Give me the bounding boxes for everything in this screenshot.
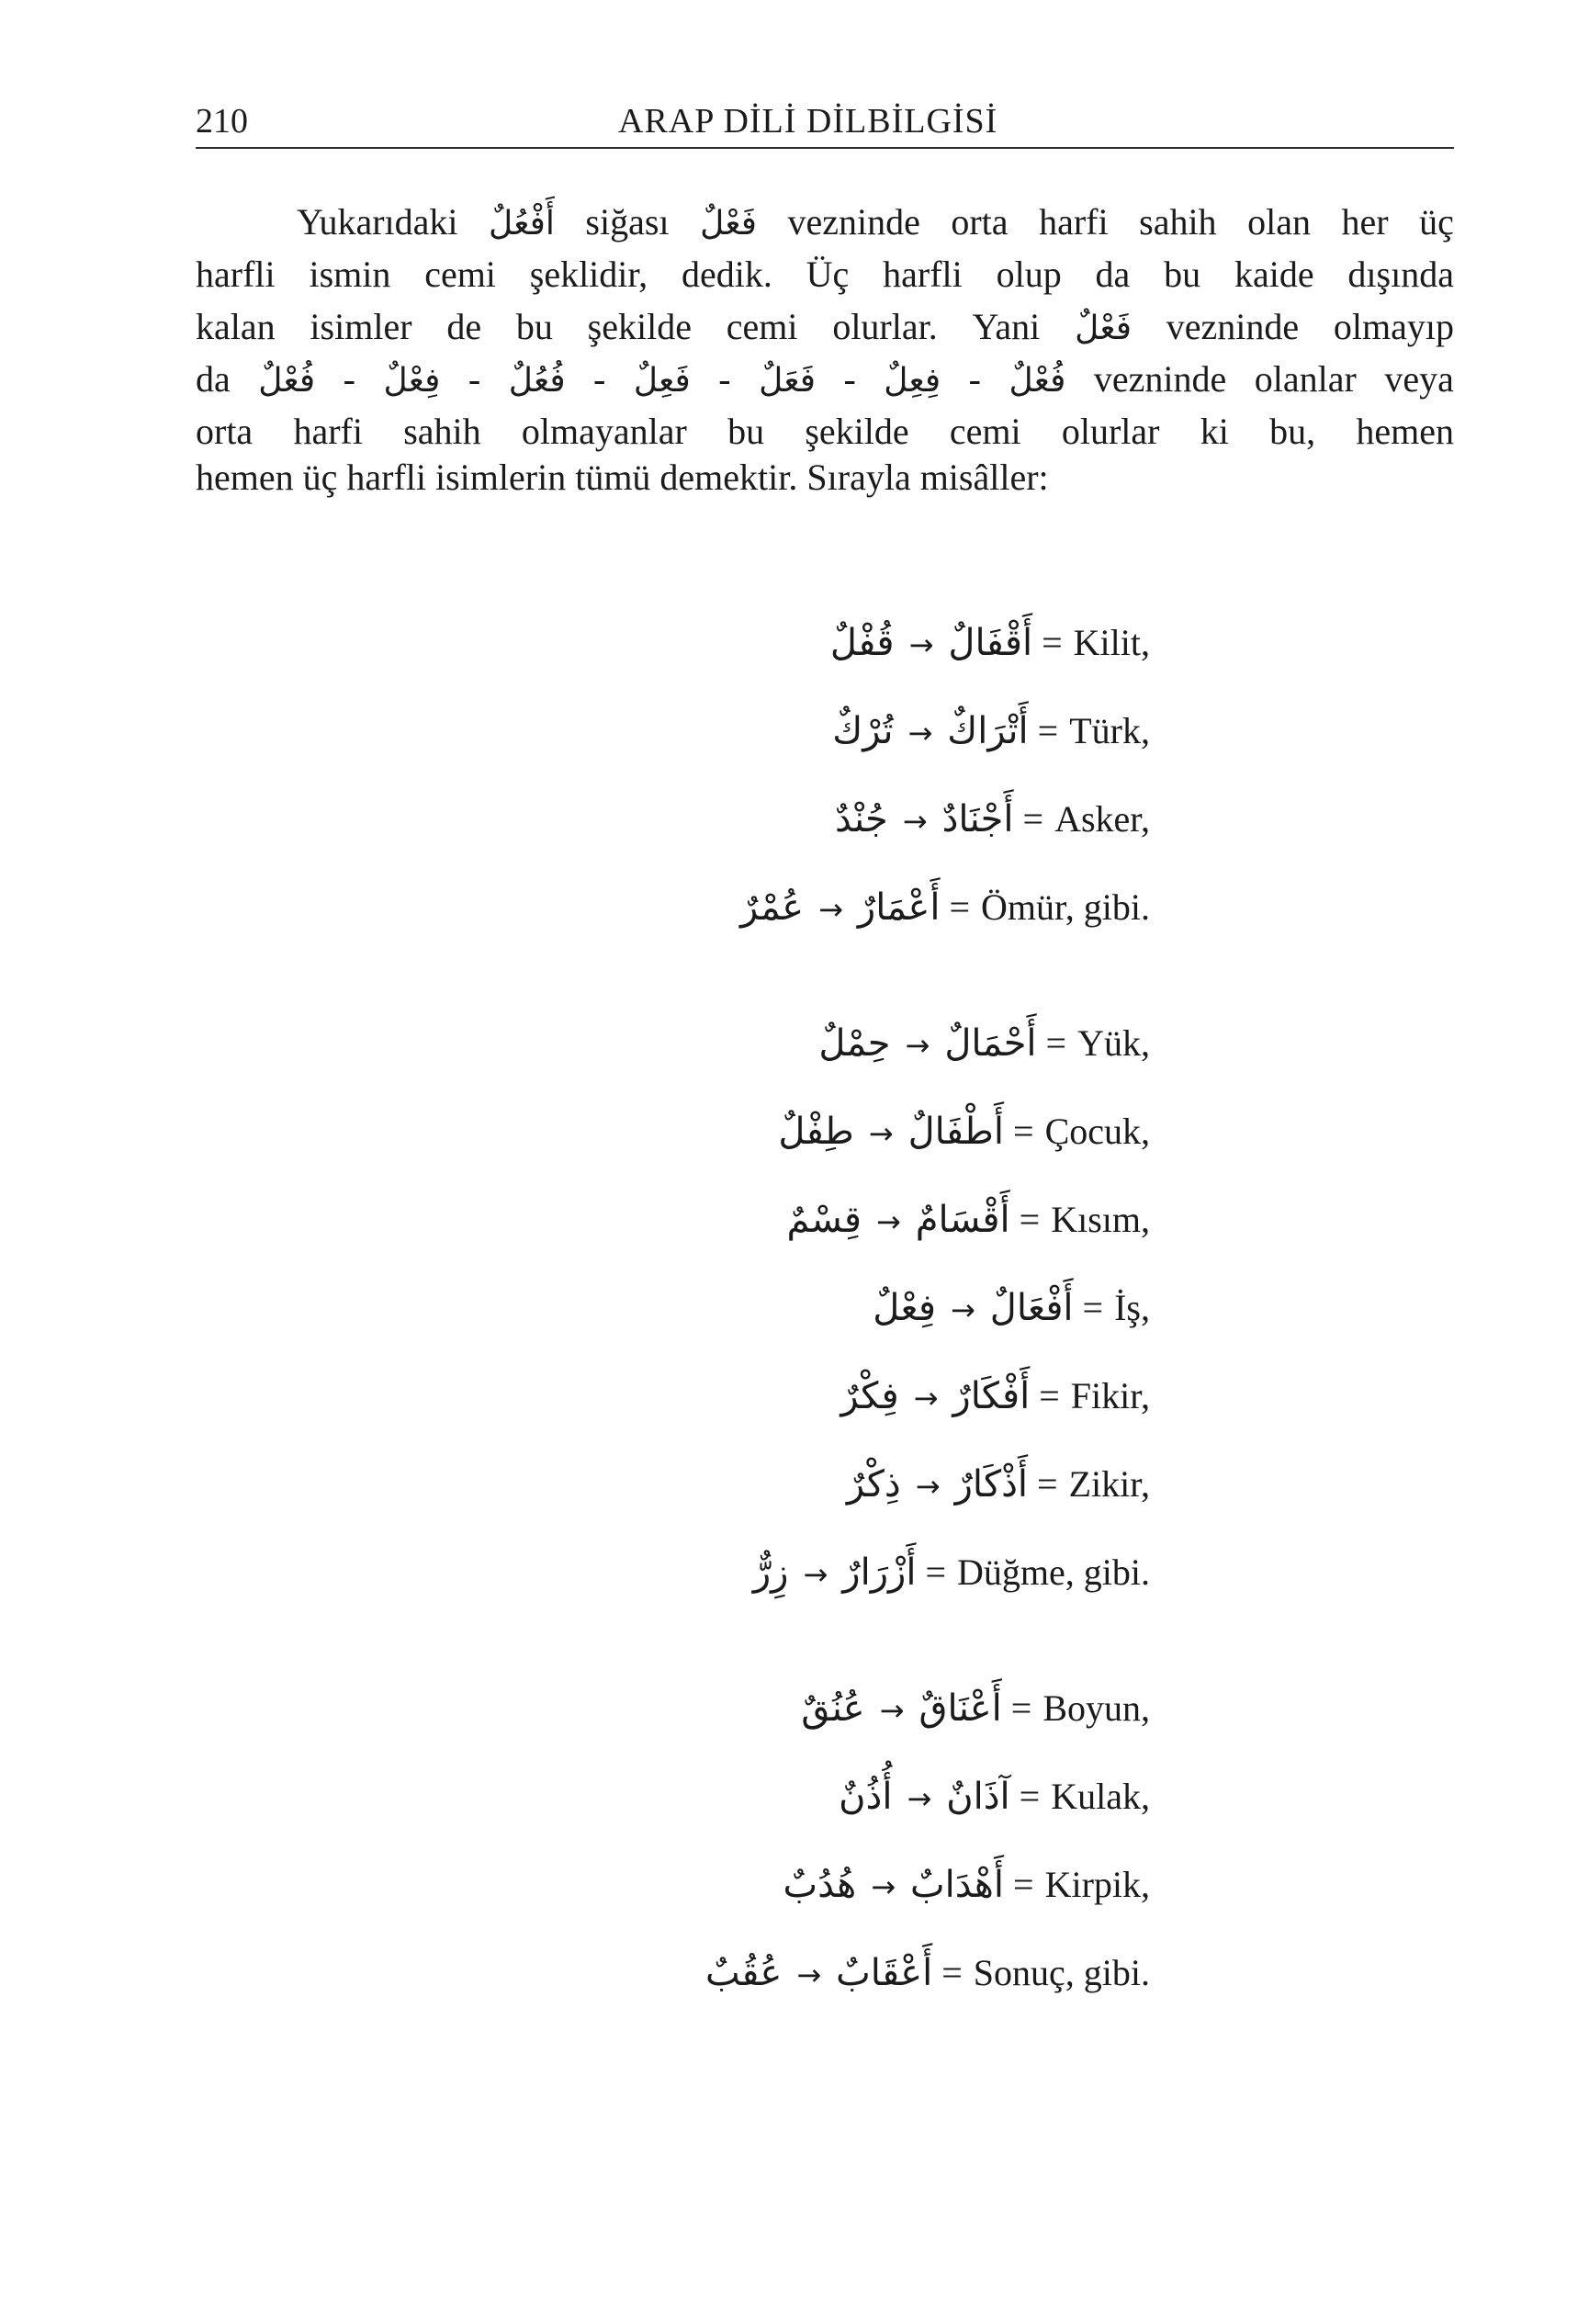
- turkish-meaning: Kulak,: [1051, 1776, 1150, 1817]
- arabic-pattern: فُعُلٌ: [508, 362, 566, 400]
- word: şeklidir,: [529, 254, 648, 295]
- arabic-word: فَعْلٌ: [700, 205, 757, 243]
- arrow-icon: →: [803, 1557, 828, 1592]
- arrow-icon: →: [875, 1204, 901, 1239]
- turkish-meaning: Kısım,: [1051, 1199, 1150, 1240]
- word: sahih: [1139, 201, 1217, 243]
- arrow-icon: →: [871, 1869, 896, 1904]
- arabic-singular: فِكْرٌ: [840, 1375, 899, 1417]
- arabic-singular: قِسْمٌ: [786, 1199, 862, 1241]
- turkish-meaning: Zikir,: [1068, 1463, 1150, 1505]
- word: cemi: [726, 306, 798, 347]
- arabic-singular: عُنُقٌ: [801, 1687, 865, 1730]
- equals-sign: =: [1022, 798, 1044, 840]
- word: ismin: [309, 254, 391, 295]
- arabic-plural: أَقْسَامٌ: [915, 1199, 1010, 1241]
- paragraph-line-1: [196, 200, 1454, 253]
- arrow-icon: →: [868, 1116, 894, 1151]
- arrow-icon: →: [915, 1469, 941, 1504]
- word: harfli: [883, 254, 963, 295]
- example-row: [705, 1286, 1150, 1374]
- word: üç: [1419, 201, 1454, 243]
- paragraph-line-4: [196, 357, 1454, 410]
- arrow-icon: →: [905, 1028, 930, 1063]
- word: olup: [996, 254, 1062, 295]
- arabic-pattern: فِعِلٌ: [884, 362, 941, 400]
- word: olurlar: [1061, 411, 1160, 452]
- arabic-singular: أُذُنٌ: [839, 1776, 893, 1818]
- word: Yani: [972, 306, 1041, 347]
- paragraph: [196, 200, 1454, 502]
- dash-separator: -: [968, 358, 981, 400]
- arabic-pattern: فَعَلٌ: [759, 362, 816, 400]
- word: harfli: [196, 254, 276, 295]
- word: vezninde: [1166, 306, 1300, 347]
- word: vezninde: [1093, 358, 1227, 400]
- arabic-pattern: فِعْلٌ: [383, 362, 441, 400]
- equals-sign: =: [1082, 1287, 1104, 1328]
- equals-sign: =: [1045, 1022, 1067, 1064]
- dash-separator: -: [468, 358, 481, 400]
- page-number: 210: [196, 102, 248, 141]
- arabic-plural: أَفْعَالٌ: [989, 1287, 1074, 1329]
- word: de: [446, 306, 482, 347]
- equals-sign: =: [1019, 1776, 1041, 1817]
- arrow-icon: →: [950, 1292, 975, 1327]
- arabic-plural: أَعْمَارٌ: [857, 886, 941, 929]
- arabic-singular: ذِكْرٌ: [846, 1463, 901, 1506]
- equals-sign: =: [1042, 622, 1063, 663]
- turkish-meaning: Boyun,: [1042, 1687, 1150, 1729]
- word: orta: [196, 411, 254, 452]
- arabic-singular: تُرْكٌ: [832, 710, 894, 752]
- equals-sign: =: [1013, 1864, 1034, 1905]
- equals-sign: =: [941, 1952, 963, 1993]
- example-row: [705, 709, 1150, 797]
- example-row: [705, 1462, 1150, 1551]
- word: olanlar: [1254, 358, 1357, 400]
- arabic-plural: أَذْكَارٌ: [954, 1463, 1029, 1506]
- word: Yukarıdaki: [297, 201, 458, 243]
- turkish-meaning: Fikir,: [1070, 1375, 1150, 1416]
- word: ki: [1200, 411, 1229, 452]
- arabic-pattern: فُعْلٌ: [258, 362, 316, 400]
- arabic-plural: أَجْنَادٌ: [941, 798, 1014, 840]
- example-row: [705, 621, 1150, 709]
- arrow-icon: →: [879, 1693, 905, 1728]
- arabic-singular: جُنْدٌ: [834, 798, 888, 840]
- arabic-plural: أَطْفَالٌ: [907, 1111, 1004, 1153]
- arrow-icon: →: [908, 627, 934, 662]
- page-header: [196, 99, 1454, 149]
- word: şekilde: [587, 306, 692, 347]
- paragraph-line-5: [196, 410, 1454, 456]
- arabic-word: أَفْعُلٌ: [489, 205, 555, 243]
- word: bu: [515, 306, 553, 347]
- example-row: [705, 1198, 1150, 1286]
- example-row: [705, 797, 1150, 886]
- arabic-plural: أَحْمَالٌ: [944, 1022, 1037, 1065]
- word: da: [1095, 254, 1131, 295]
- turkish-meaning: Kilit,: [1073, 622, 1150, 663]
- arabic-plural: أَتْرَاكٌ: [947, 710, 1029, 752]
- example-row: [705, 886, 1150, 974]
- arabic-pattern: فَعِلٌ: [633, 362, 691, 400]
- word: cemi: [424, 254, 496, 295]
- turkish-meaning: Ömür, gibi.: [981, 886, 1150, 928]
- word: isimler: [310, 306, 412, 347]
- arrow-icon: →: [796, 1957, 822, 1992]
- example-row: [705, 1687, 1150, 1775]
- arrow-icon: →: [907, 1781, 932, 1816]
- arabic-plural: أَفْكَارٌ: [952, 1375, 1031, 1417]
- word: harfi: [1039, 201, 1109, 243]
- paragraph-line-2: [196, 253, 1454, 305]
- turkish-meaning: Türk,: [1069, 710, 1150, 751]
- turkish-meaning: Asker,: [1054, 798, 1150, 840]
- word: kalan: [196, 306, 276, 347]
- arabic-plural: أَعْقَابٌ: [836, 1952, 933, 1994]
- word: orta: [951, 201, 1009, 243]
- example-row: [705, 1110, 1150, 1198]
- word: hemen: [1356, 411, 1454, 452]
- word: cemi: [949, 411, 1021, 452]
- word: sahih: [403, 411, 481, 452]
- equals-sign: =: [949, 886, 971, 928]
- arabic-singular: عُقُبٌ: [704, 1952, 783, 1994]
- arrow-icon: →: [902, 804, 928, 839]
- arrow-icon: →: [907, 716, 933, 750]
- arabic-singular: طِفْلٌ: [778, 1111, 854, 1153]
- dash-separator: -: [593, 358, 606, 400]
- word: Üç: [806, 254, 850, 295]
- example-row: [705, 1863, 1150, 1951]
- word: olan: [1247, 201, 1311, 243]
- word: da: [196, 358, 231, 400]
- arabic-singular: قُفْلٌ: [829, 622, 895, 664]
- word: bu,: [1269, 411, 1316, 452]
- example-row: [705, 1551, 1150, 1639]
- word: dedik.: [681, 254, 772, 295]
- equals-sign: =: [1013, 1111, 1034, 1152]
- turkish-meaning: Kirpik,: [1044, 1864, 1150, 1905]
- word: vezninde: [787, 201, 920, 243]
- arrow-icon: →: [818, 892, 843, 927]
- equals-sign: =: [1019, 1199, 1041, 1240]
- arabic-singular: هُدُبٌ: [783, 1864, 857, 1906]
- arabic-plural: أَقْفَالٌ: [948, 622, 1033, 664]
- running-title: ARAP DİLİ DİLBİLGİSİ: [618, 102, 998, 141]
- word: olurlar.: [832, 306, 938, 347]
- dash-separator: -: [843, 358, 856, 400]
- example-row: [705, 1374, 1150, 1462]
- word: veya: [1384, 358, 1454, 400]
- dash-separator: -: [718, 358, 731, 400]
- equals-sign: =: [1039, 1375, 1060, 1416]
- arabic-plural: آذَانٌ: [946, 1776, 1010, 1818]
- arabic-pattern: فُعْلٌ: [1009, 362, 1066, 400]
- paragraph-line-6: [196, 456, 1454, 502]
- word: siğası: [585, 201, 670, 243]
- arabic-word: فَعْلٌ: [1075, 310, 1132, 347]
- turkish-meaning: Sonuç, gibi.: [973, 1952, 1150, 1993]
- paragraph-text: hemen üç harfli isimlerin tümü demektir. Sırayla misâller:: [196, 457, 1049, 498]
- arabic-singular: فِعْلٌ: [873, 1287, 936, 1329]
- arabic-singular: حِمْلٌ: [818, 1022, 891, 1065]
- arrow-icon: →: [913, 1381, 939, 1416]
- word: bu: [727, 411, 765, 452]
- arabic-plural: أَهْدَابٌ: [910, 1864, 1004, 1906]
- arabic-singular: زِرٌّ: [752, 1551, 789, 1594]
- paragraph-line-3: [196, 305, 1454, 357]
- equals-sign: =: [1010, 1687, 1032, 1729]
- word: kaide: [1234, 254, 1314, 295]
- word: olmayıp: [1333, 306, 1454, 347]
- dash-separator: -: [343, 358, 355, 400]
- turkish-meaning: Çocuk,: [1044, 1111, 1150, 1152]
- equals-sign: =: [1037, 710, 1059, 751]
- example-list: [705, 621, 1150, 2039]
- example-row: [705, 1775, 1150, 1863]
- arabic-plural: أَعْنَاقٌ: [918, 1687, 1002, 1730]
- word: olmayanlar: [521, 411, 687, 452]
- word: harfi: [293, 411, 363, 452]
- word: bu: [1164, 254, 1201, 295]
- example-row: [705, 1021, 1150, 1110]
- equals-sign: =: [925, 1551, 947, 1593]
- word: şekilde: [805, 411, 909, 452]
- word: her: [1341, 201, 1389, 243]
- turkish-meaning: İş,: [1114, 1287, 1150, 1328]
- arabic-singular: عُمْرٌ: [740, 886, 805, 929]
- example-row: [705, 1951, 1150, 2039]
- turkish-meaning: Yük,: [1077, 1022, 1150, 1064]
- arabic-plural: أَزْرَارٌ: [842, 1551, 917, 1594]
- turkish-meaning: Düğme, gibi.: [957, 1551, 1150, 1593]
- equals-sign: =: [1037, 1463, 1058, 1505]
- word: dışında: [1347, 254, 1454, 295]
